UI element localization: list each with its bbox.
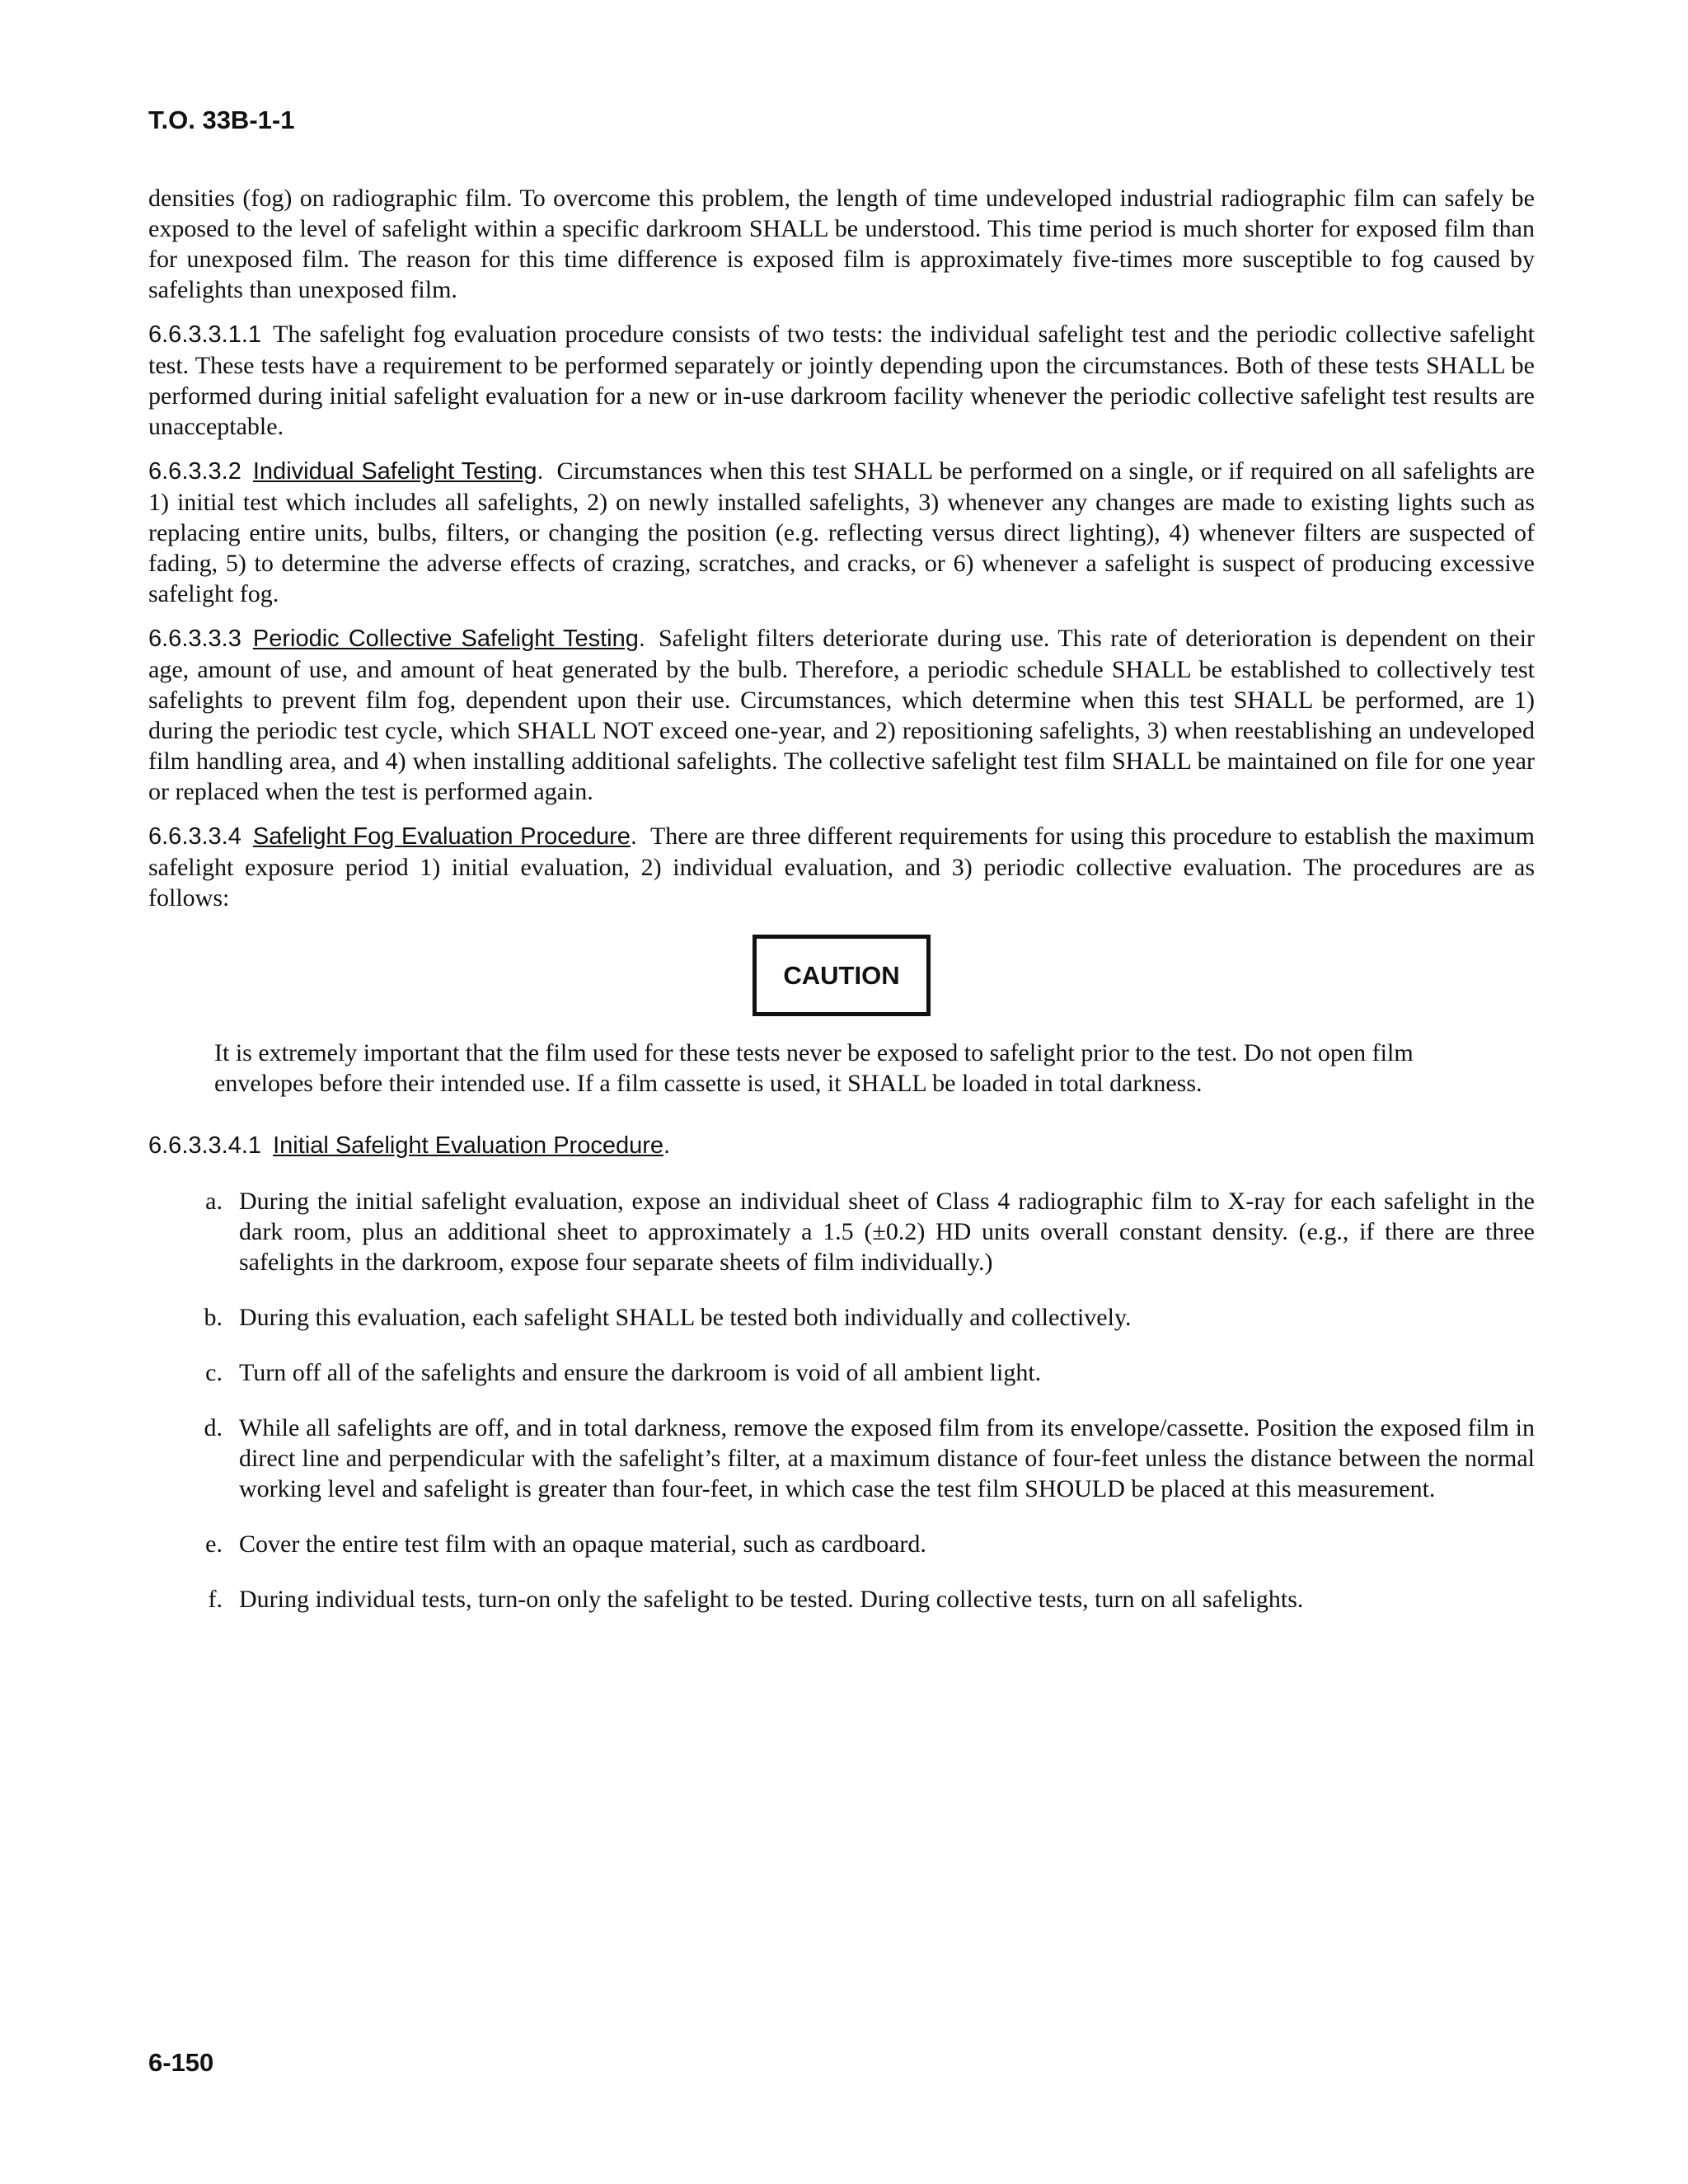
document-code-header: T.O. 33B-1-1 <box>148 105 295 134</box>
subsection-heading: 6.6.3.3.4.1 Initial Safelight Evaluation Procedure. <box>148 1132 671 1159</box>
paragraph-title: Safelight Fog Evaluation Procedure <box>252 823 631 850</box>
paragraph-6-6-3-3-2: 6.6.3.3.2 Individual Safelight Testing. Circumstances when this test SHALL be performed on a single, or if required on all safelights are 1) initial test which includes all safelights, 2) on newly installed safelights, 3) whenever any changes are made to existing lights such as replacing entire units, bulbs, filters, or changing the position (e.g. reflecting versus direct lighting), 4) whenever filters are suspected of fading, 5) to determine the adverse effects of crazing, scratches, and cracks, or 6) whenever a safelight is suspect of producing excessive safelight fog. <box>148 457 1535 607</box>
paragraph-text: Circumstances when this test SHALL be performed on a single, or if required on all safelights are 1) initial test which includes all safelights, 2) on newly installed safelights, 3) whenever any changes are made to existing lights such as replacing entire units, bulbs, filters, or changing the position (e.g. reflecting versus direct lighting), 4) whenever filters are suspected of fading, 5) to determine the adverse effects of crazing, scratches, and cracks, or 6) whenever a safelight is suspect of producing excessive safelight fog. <box>148 457 1535 607</box>
step-text: Turn off all of the safelights and ensure the darkroom is void of all ambient light. <box>239 1359 1042 1386</box>
page-number: 6-150 <box>148 2048 214 2077</box>
paragraph-number: 6.6.3.3.4 <box>148 823 241 850</box>
paragraph-title: Individual Safelight Testing <box>252 458 537 485</box>
paragraph-text: There are three different requirements for using this procedure to establish the maximum safelight exposure period 1) initial evaluation, 2) individual evaluation, and 3) periodic collective evaluation. The procedures are as follows: <box>148 823 1535 912</box>
step-letter: e. <box>205 1530 223 1558</box>
step-letter: d. <box>204 1414 223 1441</box>
caution-text: It is extremely important that the film used for these tests never be exposed to safelight prior to the test. Do not open film envelopes before their intended use. If a film cassette is used, it SHALL be loaded in total darkness. <box>214 1039 1414 1097</box>
step-c <box>148 1357 1535 1388</box>
step-f <box>148 1584 1535 1615</box>
step-letter: f. <box>208 1586 223 1613</box>
page-body <box>148 183 1535 1639</box>
subsection-title: Initial Safelight Evaluation Procedure <box>273 1132 664 1159</box>
step-e <box>148 1529 1535 1559</box>
paragraph-6-6-3-3-1-1 <box>148 319 1535 442</box>
paragraph-title: Periodic Collective Safelight Testing <box>252 626 639 652</box>
subsection-number: 6.6.3.3.4.1 <box>148 1132 262 1159</box>
caution-block <box>148 935 1535 1016</box>
step-letter: c. <box>205 1359 223 1386</box>
paragraph-6-6-3-3-3: 6.6.3.3.3 Periodic Collective Safelight Testing. Safelight filters deteriorate during use. This rate of deterioration is dependent on their age, amount of use, and amount of heat generated by the bulb. Therefore, a periodic schedule SHALL be established to collectively test safelights to prevent film fog, dependent upon their use. Circumstances, which determine when this test SHALL be performed, are 1) during the periodic test cycle, which SHALL NOT exceed one-year, and 2) repositioning safelights, 3) when reestablishing an undeveloped film handling area, and 4) when installing additional safelights. The collective safelight test film SHALL be maintained on file for one year or replaced when the test is performed again. <box>148 625 1536 805</box>
intro-paragraph: densities (fog) on radiographic film. To overcome this problem, the length of time undeveloped industrial radiographic film can safely be exposed to the level of safelight within a specific darkroom SHALL be understood. This time period is much shorter for exposed film than for unexposed film. The reason for this time difference is exposed film is approximately five-times more susceptible to fog caused by safelights than unexposed film. <box>148 185 1535 303</box>
step-b <box>148 1302 1535 1333</box>
paragraph-number: 6.6.3.3.1.1 <box>148 321 262 348</box>
caution-label: CAUTION <box>753 935 930 1016</box>
paragraph-text: Safelight filters deteriorate during use. This rate of deterioration is dependent on their age, amount of use, and amount of heat generated by the bulb. Therefore, a periodic schedule SHALL be established to collectively test safelights to prevent film fog, dependent upon their use. Circumstances, which determine when this test SHALL be performed, are 1) during the periodic test cycle, which SHALL NOT exceed one-year, and 2) repositioning safelights, 3) when reestablishing an undeveloped film handling area, and 4) when installing additional safelights. The collective safelight test film SHALL be maintained on file for one year or replaced when the test is performed again. <box>148 625 1536 805</box>
step-text: During the initial safelight evaluation, expose an individual sheet of Class 4 radiographic film to X-ray for each safelight in the dark room, plus an additional sheet to approximately a 1.5 (±0.2) HD units overall constant density. (e.g., if there are three safelights in the darkroom, expose four separate sheets of film individually.) <box>239 1188 1535 1276</box>
paragraph-number: 6.6.3.3.3 <box>148 626 241 652</box>
procedure-steps <box>148 1186 1535 1615</box>
paragraph-text: The safelight fog evaluation procedure consists of two tests: the individual safelight test and the periodic collective safelight test. These tests have a requirement to be performed separately or jointly depending upon the circumstances. Both of these tests SHALL be performed during initial safelight evaluation for a new or in-use darkroom facility whenever the periodic collective safelight test results are unacceptable. <box>148 321 1535 440</box>
step-letter: b. <box>204 1304 223 1331</box>
step-text: During this evaluation, each safelight SHALL be tested both individually and collectively. <box>239 1304 1132 1331</box>
step-text: During individual tests, turn-on only the safelight to be tested. During collective tests, turn on all safelights. <box>239 1586 1304 1613</box>
step-a <box>148 1186 1535 1277</box>
step-d <box>148 1413 1535 1504</box>
paragraph-number: 6.6.3.3.2 <box>148 458 241 485</box>
step-text: Cover the entire test film with an opaque material, such as cardboard. <box>239 1530 926 1558</box>
paragraph-6-6-3-3-4: 6.6.3.3.4 Safelight Fog Evaluation Procedure. There are three different requirements for using this procedure to establish the maximum safelight exposure period 1) initial evaluation, 2) individual evaluation, and 3) periodic collective evaluation. The procedures are as follows: <box>148 823 1535 912</box>
step-letter: a. <box>205 1188 223 1215</box>
step-text: While all safelights are off, and in total darkness, remove the exposed film from its envelope/cassette. Position the exposed film in direct line and perpendicular with the safelight’s filter, at a maximum distance of four-feet unless the distance between the normal working level and safelight is greater than four-feet, in which case the test film SHOULD be placed at this measurement. <box>239 1414 1535 1502</box>
